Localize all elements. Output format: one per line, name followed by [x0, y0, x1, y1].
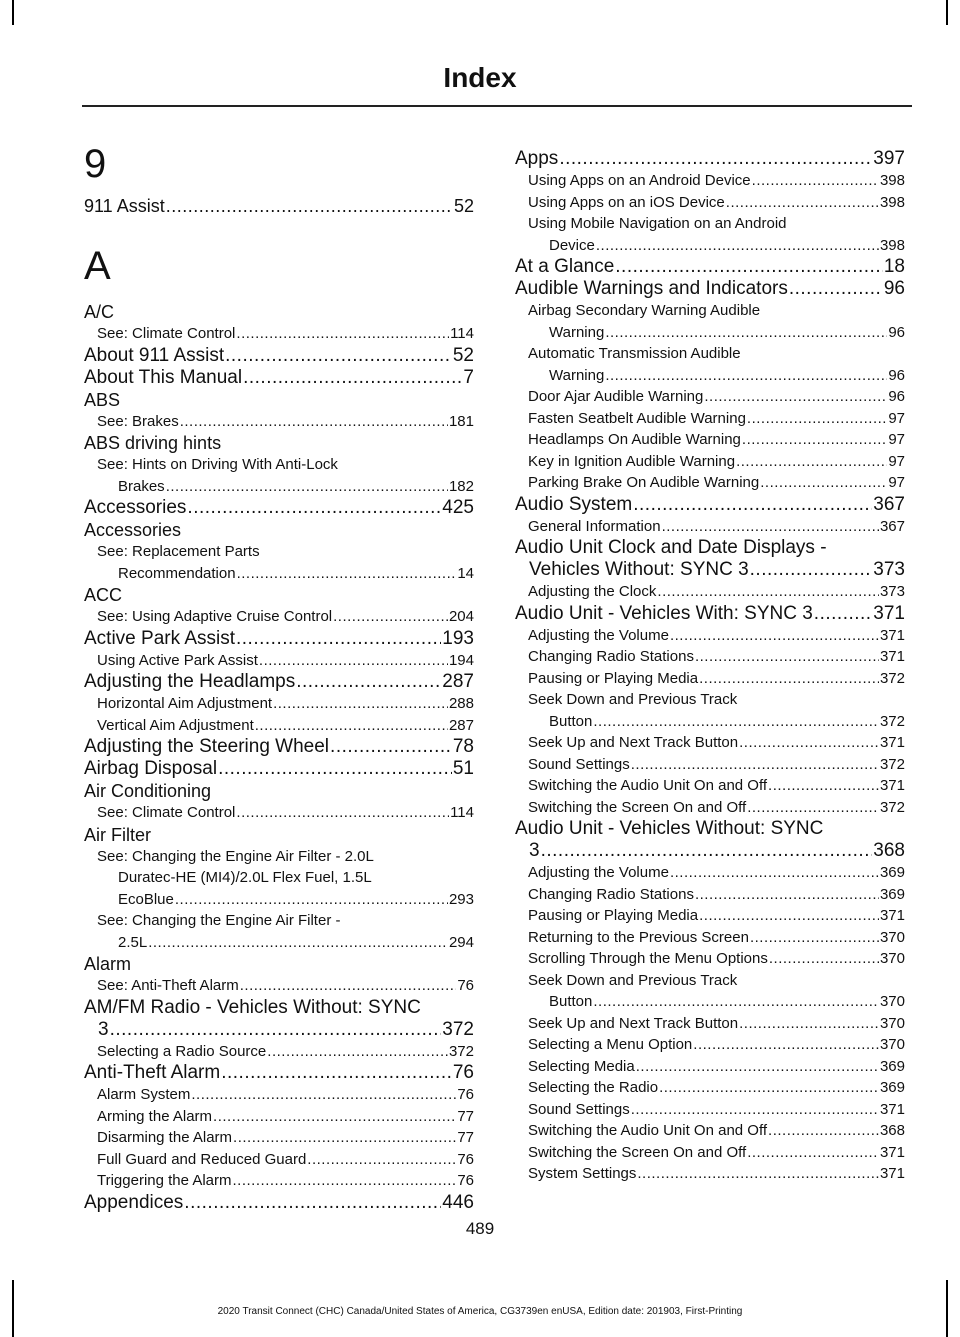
index-subentry: Seek Down and Previous Track	[528, 971, 738, 989]
index-heading: Air Filter	[84, 824, 151, 845]
index-subentry: Changing Radio Stations ..... 369	[515, 884, 905, 906]
index-subentry: System Settings ..... 371	[515, 1163, 905, 1185]
index-entry: Anti-Theft Alarm ..... 76	[84, 1062, 474, 1084]
index-entry-continued: 3 ..... 372	[84, 1019, 474, 1041]
index-subentry-continued: Device ..... 398	[515, 235, 905, 257]
index-subentry: See: Climate Control ..... 114	[84, 802, 474, 824]
index-subentry: See: Anti-Theft Alarm ..... 76	[84, 975, 474, 997]
index-subentry: Fasten Seatbelt Audible Warning ..... 97	[515, 408, 905, 430]
index-entry: 911 Assist ..... 52	[84, 195, 474, 217]
index-subentry: Alarm System ..... 76	[84, 1084, 474, 1106]
index-subentry: Arming the Alarm ..... 77	[84, 1106, 474, 1128]
index-subentry: Selecting a Menu Option ..... 370	[515, 1034, 905, 1056]
index-subentry: Seek Down and Previous Track	[528, 691, 738, 708]
index-subentry: Scrolling Through the Menu Options ..... 370	[515, 948, 905, 970]
index-entry: Audible Warnings and Indicators ..... 96	[515, 278, 905, 300]
index-heading: ACC	[84, 585, 123, 605]
index-subentry: Triggering the Alarm ..... 76	[84, 1170, 474, 1192]
index-subentry: Airbag Secondary Warning Audible	[528, 302, 761, 319]
index-column-left	[84, 135, 474, 1214]
index-entry: About 911 Assist ..... 52	[84, 345, 474, 367]
index-entry: AM/FM Radio - Vehicles Without: SYNC	[84, 996, 421, 1018]
index-subentry: Switching the Audio Unit On and Off ..... 371	[515, 775, 905, 797]
index-subentry: Disarming the Alarm ..... 77	[84, 1127, 474, 1149]
index-subentry: See: Replacement Parts	[97, 543, 260, 560]
index-entry: Audio Unit - Vehicles Without: SYNC	[515, 818, 824, 839]
index-subentry: Key in Ignition Audible Warning ..... 97	[515, 451, 905, 473]
section-letter-a: A	[84, 244, 111, 288]
index-entry: Airbag Disposal ..... 51	[84, 758, 474, 780]
index-entry: Accessories ..... 425	[84, 497, 474, 519]
index-subentry: See: Brakes ..... 181	[84, 411, 474, 433]
index-subentry: Selecting Media ..... 369	[515, 1056, 905, 1078]
index-subentry-continued: Brakes ..... 182	[84, 476, 474, 498]
index-subentry: Switching the Screen On and Off ..... 372	[515, 797, 905, 819]
crop-mark-top-right	[946, 0, 948, 25]
index-subentry: Pausing or Playing Media ..... 371	[515, 905, 905, 927]
index-subentry: Using Apps on an iOS Device ..... 398	[515, 192, 905, 214]
page-number: 489	[465, 1219, 495, 1238]
index-heading: A/C	[84, 302, 115, 322]
index-subentry: General Information ..... 367	[515, 516, 905, 538]
index-subentry-continued: Duratec-HE (MI4)/2.0L Flex Fuel, 1.5L	[118, 869, 372, 886]
index-subentry-continued: Button ..... 370	[515, 991, 905, 1013]
index-subentry: Selecting a Radio Source ..... 372	[84, 1041, 474, 1063]
index-entry: Adjusting the Headlamps ..... 287	[84, 671, 474, 693]
index-entry: Audio Unit - Vehicles With: SYNC 3 ..... 371	[515, 603, 905, 625]
index-column-right	[515, 148, 905, 1185]
index-subentry: Changing Radio Stations ..... 371	[515, 646, 905, 668]
index-subentry: Automatic Transmission Audible	[528, 345, 741, 362]
index-subentry: Full Guard and Reduced Guard ..... 76	[84, 1149, 474, 1171]
index-heading: ABS driving hints	[84, 433, 222, 453]
index-subentry-continued: EcoBlue ..... 293	[84, 889, 474, 911]
index-subentry: Using Apps on an Android Device ..... 398	[515, 170, 905, 192]
index-subentry: Selecting the Radio ..... 369	[515, 1077, 905, 1099]
index-subentry: See: Changing the Engine Air Filter - 2.0L	[97, 847, 374, 865]
index-heading: ABS	[84, 389, 121, 410]
index-subentry: See: Hints on Driving With Anti-Lock	[97, 456, 338, 473]
index-subentry: Horizontal Aim Adjustment ..... 288	[84, 693, 474, 715]
index-entry: Appendices ..... 446	[84, 1192, 474, 1214]
index-entry-continued: 3 ..... 368	[515, 840, 905, 862]
index-subentry: Parking Brake On Audible Warning ..... 97	[515, 472, 905, 494]
index-subentry: Seek Up and Next Track Button ..... 371	[515, 732, 905, 754]
header-rule	[82, 105, 912, 107]
index-entry-continued: Vehicles Without: SYNC 3 ..... 373	[515, 559, 905, 581]
index-entry: Audio Unit Clock and Date Displays -	[515, 537, 827, 558]
index-subentry: Seek Up and Next Track Button ..... 370	[515, 1013, 905, 1035]
index-subentry: Pausing or Playing Media ..... 372	[515, 668, 905, 690]
index-subentry: Switching the Screen On and Off ..... 371	[515, 1142, 905, 1164]
index-subentry-continued: Warning ..... 96	[515, 322, 905, 344]
index-entry: Audio System ..... 367	[515, 494, 905, 516]
index-subentry: Door Ajar Audible Warning ..... 96	[515, 386, 905, 408]
index-subentry: Vertical Aim Adjustment ..... 287	[84, 715, 474, 737]
index-subentry: See: Climate Control ..... 114	[84, 323, 474, 345]
index-subentry: Sound Settings ..... 371	[515, 1099, 905, 1121]
index-subentry: Adjusting the Volume ..... 369	[515, 862, 905, 884]
section-letter-9: 9	[84, 142, 107, 186]
index-subentry: See: Changing the Engine Air Filter -	[97, 912, 341, 929]
index-entry: Active Park Assist ..... 193	[84, 628, 474, 650]
footer-text: 2020 Transit Connect (CHC) Canada/United States of America, CG3739en enUSA, Edition date: 201903, First-Printing	[217, 1306, 743, 1317]
index-subentry: Adjusting the Volume ..... 371	[515, 625, 905, 647]
index-subentry: Adjusting the Clock ..... 373	[515, 581, 905, 603]
index-entry: Apps ..... 397	[515, 148, 905, 170]
index-entry: About This Manual ..... 7	[84, 367, 474, 389]
index-heading: Alarm	[84, 954, 132, 974]
index-subentry: Switching the Audio Unit On and Off ..... 368	[515, 1120, 905, 1142]
index-subentry-continued: 2.5L ..... 294	[84, 932, 474, 954]
index-subentry: See: Using Adaptive Cruise Control ..... 204	[84, 606, 474, 628]
index-entry: At a Glance ..... 18	[515, 256, 905, 278]
index-subentry-continued: Recommendation ..... 14	[84, 563, 474, 585]
index-subentry-continued: Warning ..... 96	[515, 365, 905, 387]
index-subentry: Headlamps On Audible Warning ..... 97	[515, 429, 905, 451]
index-heading: Air Conditioning	[84, 781, 212, 801]
index-entry: Adjusting the Steering Wheel ..... 78	[84, 736, 474, 758]
index-subentry: Using Mobile Navigation on an Android	[528, 215, 787, 232]
index-subentry: Using Active Park Assist ..... 194	[84, 650, 474, 672]
index-subentry: Returning to the Previous Screen ..... 370	[515, 927, 905, 949]
index-subentry-continued: Button ..... 372	[515, 711, 905, 733]
crop-mark-top-left	[12, 0, 14, 25]
index-subentry: Sound Settings ..... 372	[515, 754, 905, 776]
page-title: Index	[443, 62, 517, 93]
index-heading: Accessories	[84, 520, 182, 540]
